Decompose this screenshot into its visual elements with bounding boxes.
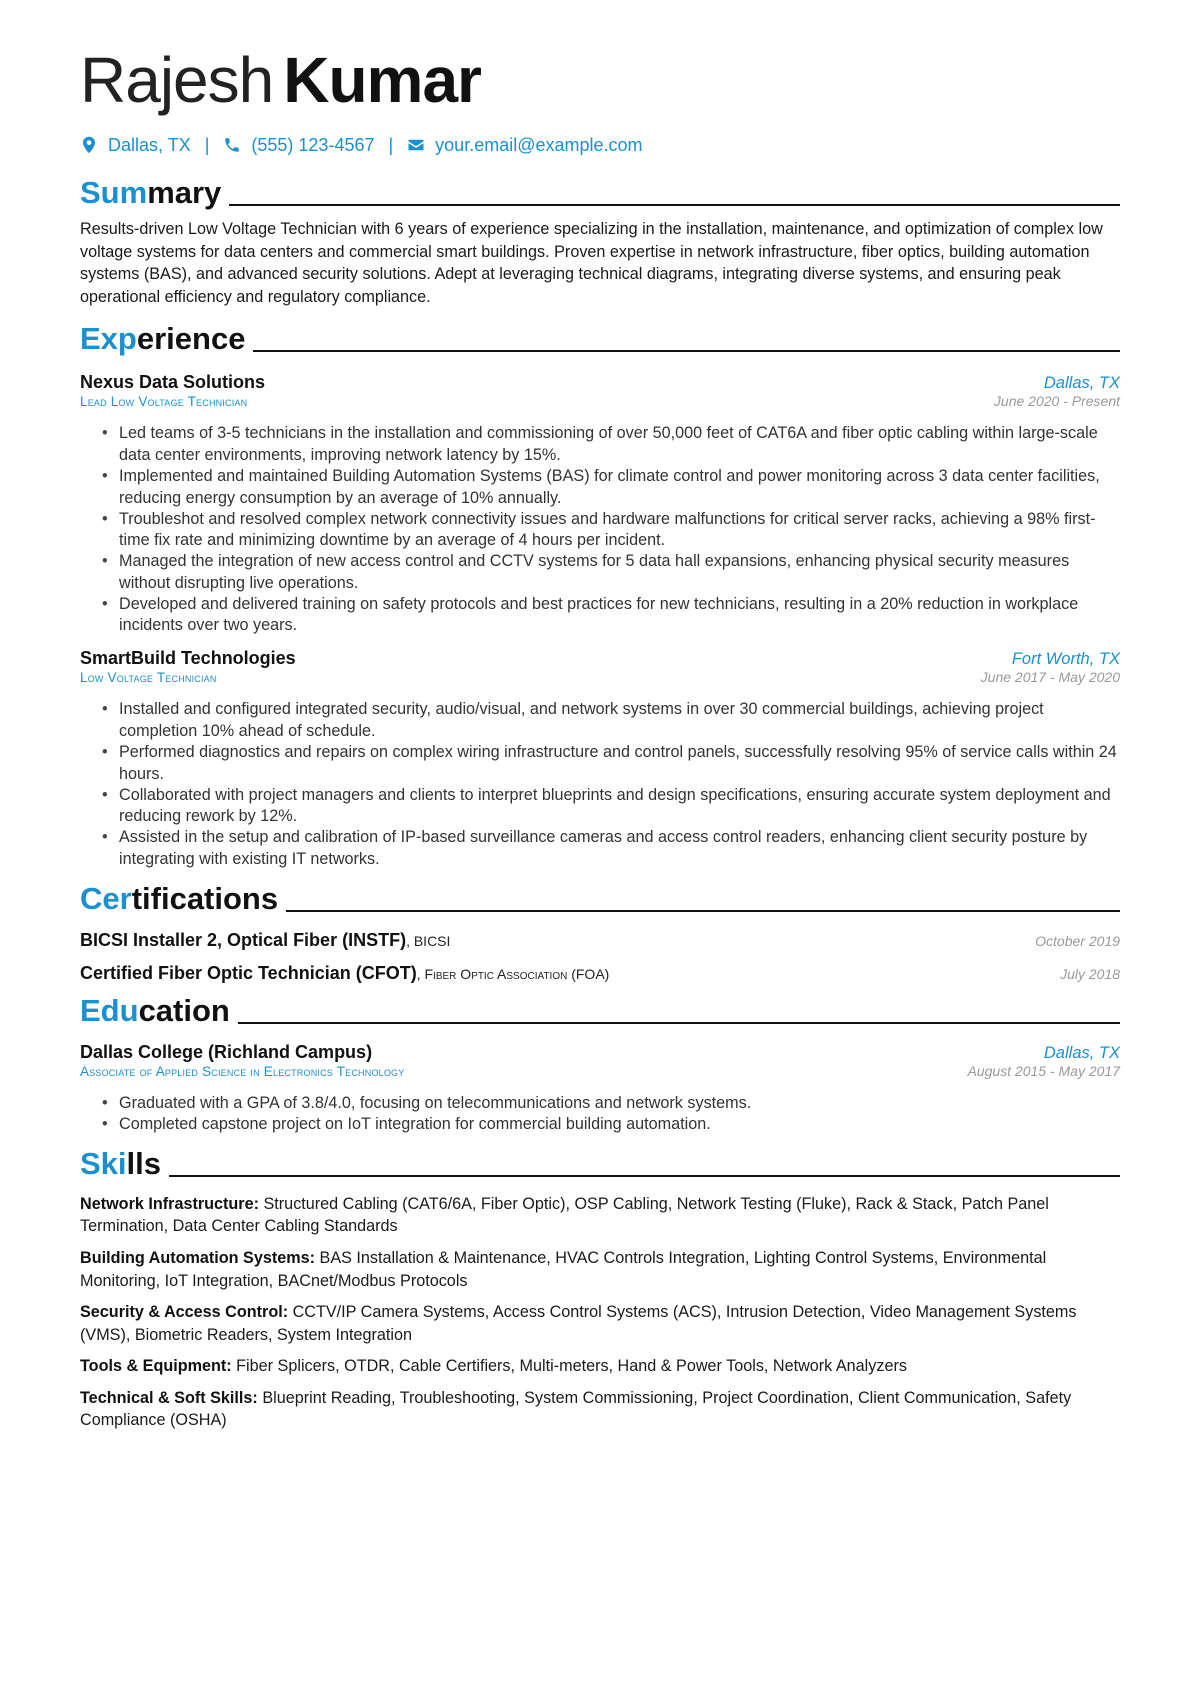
skills-heading: Skills: [80, 1143, 1120, 1181]
job-bullets: [80, 699, 1120, 870]
education-heading: Education: [80, 990, 1120, 1028]
certification-issuer: BICSI: [413, 932, 451, 949]
education-bullets: [80, 1093, 1120, 1136]
phone-text: (555) 123-4567: [251, 134, 375, 155]
skill-group: [80, 1247, 1120, 1292]
education-entry: [80, 1042, 1120, 1136]
list-item: • Installed and configured integrated security, audio/visual, and network systems in over 30 commercial buildings, achieving project completion 10% ahead of schedule.: [102, 699, 1120, 742]
certification-issuer: Fiber Optic Association (FOA): [424, 965, 610, 982]
list-item: • Assisted in the setup and calibration of IP-based surveillance cameras and access control readers, enhancing client security posture by integrating with existing IT networks.: [102, 827, 1120, 870]
list-item: • Performed diagnostics and repairs on complex wiring infrastructure and control panels, successfully resolving 95% of service calls within 24 hours.: [102, 742, 1120, 785]
certification-item: Certified Fiber Optic Technician (CFOT), Fiber Optic Association (FOA) July 2018: [80, 962, 1120, 983]
skill-label: Tools & Equipment:: [80, 1357, 232, 1376]
skill-text: Structured Cabling (CAT6/6A, Fiber Optic), OSP Cabling, Network Testing (Fluke), Rack & Stack, Patch Panel Termination, Data Center Cabling Standards: [80, 1194, 1049, 1236]
job-role: Lead Low Voltage Technician: [80, 394, 248, 410]
list-item: • Led teams of 3-5 technicians in the installation and commissioning of over 50,000 feet of CAT6A and fiber optic cabling within large-scale data center environments, improving network latency by 15%.: [102, 423, 1120, 466]
section-rule: [286, 910, 1120, 912]
company-name: SmartBuild Technologies: [80, 648, 296, 669]
skill-group: [80, 1387, 1120, 1432]
resume-page: [80, 40, 1120, 1432]
school-name: Dallas College (Richland Campus): [80, 1041, 373, 1062]
job-role: Low Voltage Technician: [80, 670, 217, 686]
education-dates: August 2015 - May 2017: [967, 1062, 1120, 1079]
separator: |: [204, 134, 210, 155]
candidate-name: [80, 40, 1120, 120]
contact-bar: [80, 132, 1120, 158]
certification-name: Certified Fiber Optic Technician (CFOT): [80, 962, 417, 983]
first-name: Rajesh: [80, 44, 274, 116]
skill-text: CCTV/IP Camera Systems, Access Control Systems (ACS), Intrusion Detection, Video Management Systems (VMS), Biometric Readers, System Integration: [80, 1303, 1077, 1344]
envelope-icon: [407, 136, 425, 154]
job-location: Fort Worth, TX: [1011, 650, 1120, 669]
list-item: • Implemented and maintained Building Automation Systems (BAS) for climate control and power monitoring across 3 data center facilities, reducing energy consumption by an average of 10% annually.: [102, 466, 1120, 509]
skill-text: BAS Installation & Maintenance, HVAC Controls Integration, Lighting Control Systems, Environmental Monitoring, IoT Integration, BACnet/Modbus Protocols: [80, 1248, 1047, 1290]
certification-name: BICSI Installer 2, Optical Fiber (INSTF): [80, 929, 407, 950]
job-bullets: [80, 423, 1120, 637]
list-item: • Troubleshot and resolved complex network connectivity issues and hardware malfunctions for critical server racks, achieving a 98% first-time fix rate and minimizing downtime by an average of 4 hours per incident.: [102, 509, 1120, 552]
certifications-heading: Certifications: [80, 878, 1120, 916]
summary-heading: Summary: [80, 172, 1120, 210]
job-dates: June 2017 - May 2020: [980, 669, 1120, 686]
email-text: your.email@example.com: [435, 134, 643, 155]
skill-label: Building Automation Systems:: [80, 1248, 316, 1267]
section-rule: [238, 1022, 1120, 1024]
job-location: Dallas, TX: [1043, 374, 1120, 393]
job-entry: [80, 648, 1120, 870]
certification-item: BICSI Installer 2, Optical Fiber (INSTF), BICSI October 2019: [80, 929, 1120, 950]
skill-label: Technical & Soft Skills:: [80, 1388, 258, 1407]
experience-heading: Experience: [80, 318, 1120, 356]
skill-group: [80, 1355, 1120, 1378]
degree: Associate of Applied Science in Electronics Technology: [80, 1063, 405, 1079]
section-rule: [253, 350, 1120, 352]
skill-group: [80, 1301, 1120, 1346]
skill-group: [80, 1193, 1120, 1238]
job-entry: [80, 372, 1120, 637]
certification-date: July 2018: [1060, 965, 1120, 982]
section-rule: [229, 204, 1120, 206]
summary-text: Results-driven Low Voltage Technician with 6 years of experience specializing in the installation, maintenance, and optimization of complex low voltage systems for data centers and commercial smart buildings. Proven expertise in network infrastructure, fiber optics, building automation systems (BAS), and advanced security solutions. Adept at leveraging technical diagrams, integrating diverse systems, and ensuring peak operational efficiency and regulatory compliance.: [80, 220, 1103, 306]
list-item: • Graduated with a GPA of 3.8/4.0, focusing on telecommunications and network systems.: [102, 1093, 1120, 1115]
skill-label: Network Infrastructure:: [80, 1194, 259, 1213]
location-text: Dallas, TX: [108, 134, 191, 155]
company-name: Nexus Data Solutions: [80, 372, 266, 393]
contact-location: [80, 135, 191, 156]
contact-phone[interactable]: [223, 135, 374, 156]
map-pin-icon: [80, 136, 98, 154]
skill-text: Blueprint Reading, Troubleshooting, System Commissioning, Project Coordination, Client Communication, Safety Compliance (OSHA): [80, 1388, 1072, 1430]
certification-date: October 2019: [1035, 932, 1120, 949]
job-dates: June 2020 - Present: [993, 393, 1120, 410]
contact-email[interactable]: [407, 135, 642, 156]
list-item: • Managed the integration of new access control and CCTV systems for 5 data hall expansions, enhancing physical security measures without disrupting live operations.: [102, 551, 1120, 594]
list-item: • Completed capstone project on IoT integration for commercial building automation.: [102, 1114, 1120, 1136]
school-location: Dallas, TX: [1043, 1043, 1120, 1062]
section-rule: [169, 1175, 1120, 1177]
skill-text: Fiber Splicers, OTDR, Cable Certifiers, Multi-meters, Hand & Power Tools, Network Analyzers: [236, 1357, 907, 1376]
separator: |: [388, 134, 394, 155]
skill-label: Security & Access Control:: [80, 1303, 289, 1322]
phone-icon: [223, 136, 241, 154]
list-item: • Collaborated with project managers and clients to interpret blueprints and design specifications, ensuring accurate system deployment and reducing rework by 12%.: [102, 785, 1120, 828]
list-item: • Developed and delivered training on safety protocols and best practices for new technicians, resulting in a 20% reduction in workplace incidents over two years.: [102, 594, 1120, 637]
last-name: Kumar: [283, 44, 481, 116]
